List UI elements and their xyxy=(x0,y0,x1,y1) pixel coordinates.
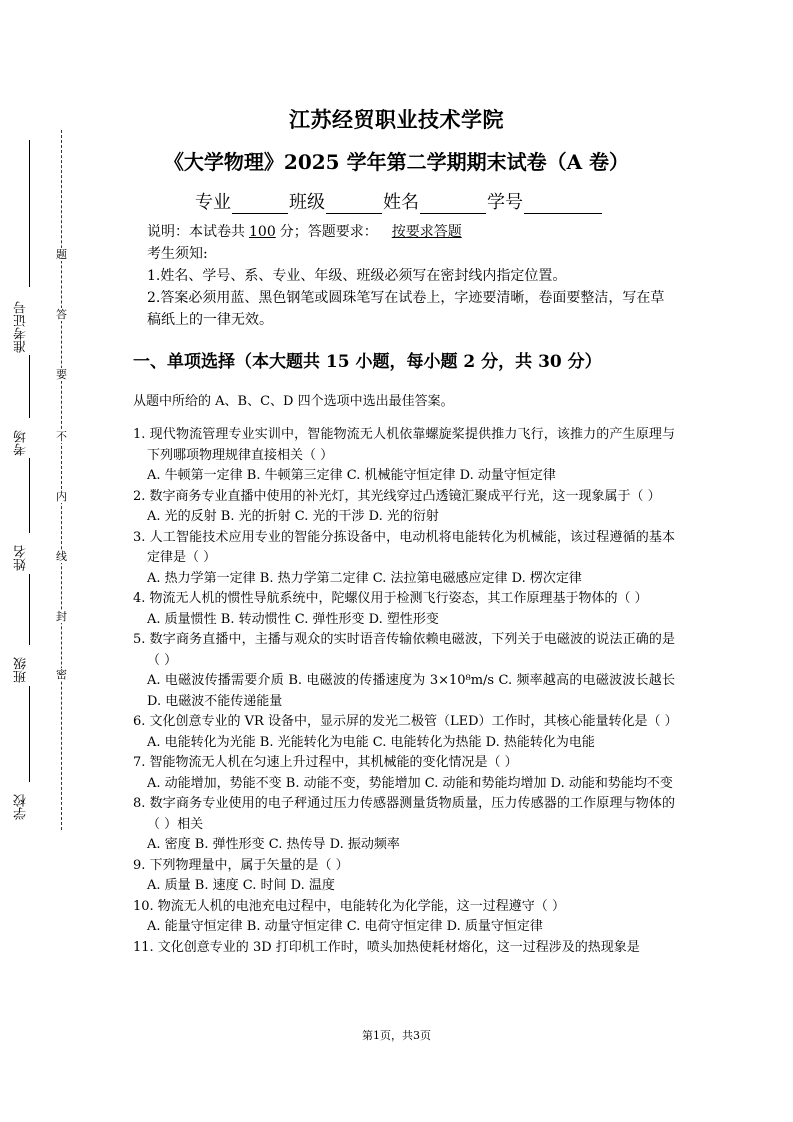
question-stem: 10. 物流无人机的电池充电过程中，电能转化为化学能，这一过程遵守（ ） xyxy=(133,898,565,914)
school-label: 学校 xyxy=(14,794,29,820)
question-stem: 1. 现代物流管理专业实训中，智能物流无人机依靠螺旋桨提供推力飞行，该推力的产生原理与下列哪项物理规律直接相关（ ） xyxy=(133,427,675,463)
page-footer: 第1页，共3页 xyxy=(362,1029,431,1042)
question-options: A. 能量守恒定律 B. 动量守恒定律 C. 电荷守恒定律 D. 质量守恒定律 xyxy=(147,919,543,934)
description-suffix: 分；答题要求： xyxy=(279,224,378,240)
class-label: 班级 xyxy=(289,192,325,213)
question-stem: 7. 智能物流无人机在匀速上升过程中，其机械能的变化情况是（ ） xyxy=(133,755,518,770)
section-instruction: 从题中所给的 A、B、C、D 四个选项中选出最佳答案。 xyxy=(133,394,454,409)
question-options: A. 密度 B. 弹性形变 C. 热传导 D. 振动频率 xyxy=(147,837,400,852)
seal-char: 要 xyxy=(56,368,67,381)
question-stem: 3. 人工智能技术应用专业的智能分拣设备中，电动机将电能转化为机械能，该过程遵循的基本定律是（ ） xyxy=(133,529,675,565)
question xyxy=(133,528,675,590)
name-label: 姓名 xyxy=(14,545,29,571)
notes-title: 考生须知: xyxy=(147,246,208,262)
major-label: 专业 xyxy=(195,192,231,213)
section-heading: 一、单项选择（本大题共 15 小题，每小题 2 分，共 30 分） xyxy=(133,352,602,372)
seal-char: 内 xyxy=(56,490,67,503)
question xyxy=(133,425,675,487)
seal-char: 封 xyxy=(56,610,67,623)
name-label: 姓名 xyxy=(383,192,419,213)
question xyxy=(133,897,675,938)
major-blank[interactable] xyxy=(232,193,288,214)
seal-char: 线 xyxy=(56,550,67,563)
seal-char: 答 xyxy=(56,308,67,321)
seal-char: 密 xyxy=(56,668,67,681)
notes-item: 2.答案必须用蓝、黑色钢笔或圆珠笔写在试卷上，字迹要清晰，卷面要整洁，写在草稿纸上的一律无效。 xyxy=(147,290,665,328)
question xyxy=(133,589,675,630)
question-stem: 2. 数字商务专业直播中使用的补光灯，其光线穿过凸透镜汇聚成平行光，这一现象属于（ ） xyxy=(133,488,661,504)
school-name: 江苏经贸职业技术学院 xyxy=(289,107,504,132)
question-stem: 11. 文化创意专业的 3D 打印机工作时，喷头加热使耗材熔化，这一过程涉及的热现象是 xyxy=(133,939,640,955)
exam-notes xyxy=(147,243,677,331)
question-stem: 5. 数字商务直播中，主播与观众的实时语音传输依赖电磁波，下列关于电磁波的说法正确的是（ ） xyxy=(133,632,675,668)
exam-room-line xyxy=(29,355,30,418)
question xyxy=(133,794,675,856)
name-blank[interactable] xyxy=(420,193,486,214)
class-blank[interactable] xyxy=(326,193,382,214)
question-options: A. 质量惯性 B. 转动惯性 C. 弹性形变 D. 塑性形变 xyxy=(147,611,439,627)
question xyxy=(133,753,675,794)
total-score: 100 xyxy=(249,224,276,240)
class-label: 班级 xyxy=(14,657,29,683)
question-options: A. 动能增加，势能不变 B. 动能不变，势能增加 C. 动能和势能均增加 D. 动能和势能均不变 xyxy=(147,775,673,791)
question-options: A. 电磁波传播需要介质 B. 电磁波的传播速度为 3×10⁸m/s C. 频率越高的电磁波波长越长 D. 电磁波不能传递能量 xyxy=(147,673,675,709)
school-line xyxy=(29,686,30,782)
question xyxy=(133,487,675,528)
question-list xyxy=(133,425,678,958)
name-line xyxy=(29,458,30,533)
question-options: A. 牛顿第一定律 B. 牛顿第三定律 C. 机械能守恒定律 D. 动量守恒定律 xyxy=(147,468,556,483)
seal-char: 题 xyxy=(56,248,67,261)
question-options: A. 质量 B. 速度 C. 时间 D. 温度 xyxy=(147,878,335,893)
question xyxy=(133,938,675,959)
exam-description xyxy=(147,221,532,243)
answer-requirement: 按要求答题 xyxy=(391,224,462,240)
exam-id-label: 准考证号 xyxy=(14,301,29,353)
student-id-label: 学号 xyxy=(487,192,523,213)
student-info-row xyxy=(195,188,603,214)
seal-dashed-line xyxy=(61,130,62,830)
question-stem: 4. 物流无人机的惯性导航系统中，陀螺仪用于检测飞行姿态，其工作原理基于物体的（ ） xyxy=(133,591,648,606)
description-prefix: 说明：本试卷共 xyxy=(147,224,245,240)
notes-item: 1.姓名、学号、系、专业、年级、班级必须写在密封线内指定位置。 xyxy=(147,268,567,284)
question-options: A. 热力学第一定律 B. 热力学第二定律 C. 法拉第电磁感应定律 D. 楞次定律 xyxy=(147,570,582,586)
question-stem: 9. 下列物理量中，属于矢量的是（ ） xyxy=(133,857,349,873)
exam-room-label: 考场 xyxy=(14,430,29,456)
question xyxy=(133,856,675,897)
class-line xyxy=(29,574,30,645)
student-id-blank[interactable] xyxy=(524,193,602,214)
question-options: A. 电能转化为光能 B. 光能转化为电能 C. 电能转化为热能 D. 热能转化为电能 xyxy=(147,734,595,750)
question xyxy=(133,630,675,712)
question-stem: 8. 数字商务专业使用的电子秤通过压力传感器测量货物质量，压力传感器的工作原理与物体的（ ）相关 xyxy=(133,796,675,832)
question-stem: 6. 文化创意专业的 VR 设备中，显示屏的发光二极管（LED）工作时，其核心能量转化是（ ） xyxy=(133,714,678,729)
question xyxy=(133,712,678,753)
exam-title: 《大学物理》2025 学年第二学期期末试卷（A 卷） xyxy=(163,150,630,174)
seal-char: 不 xyxy=(56,430,67,443)
question-options: A. 光的反射 B. 光的折射 C. 光的干涉 D. 光的衍射 xyxy=(147,509,439,524)
